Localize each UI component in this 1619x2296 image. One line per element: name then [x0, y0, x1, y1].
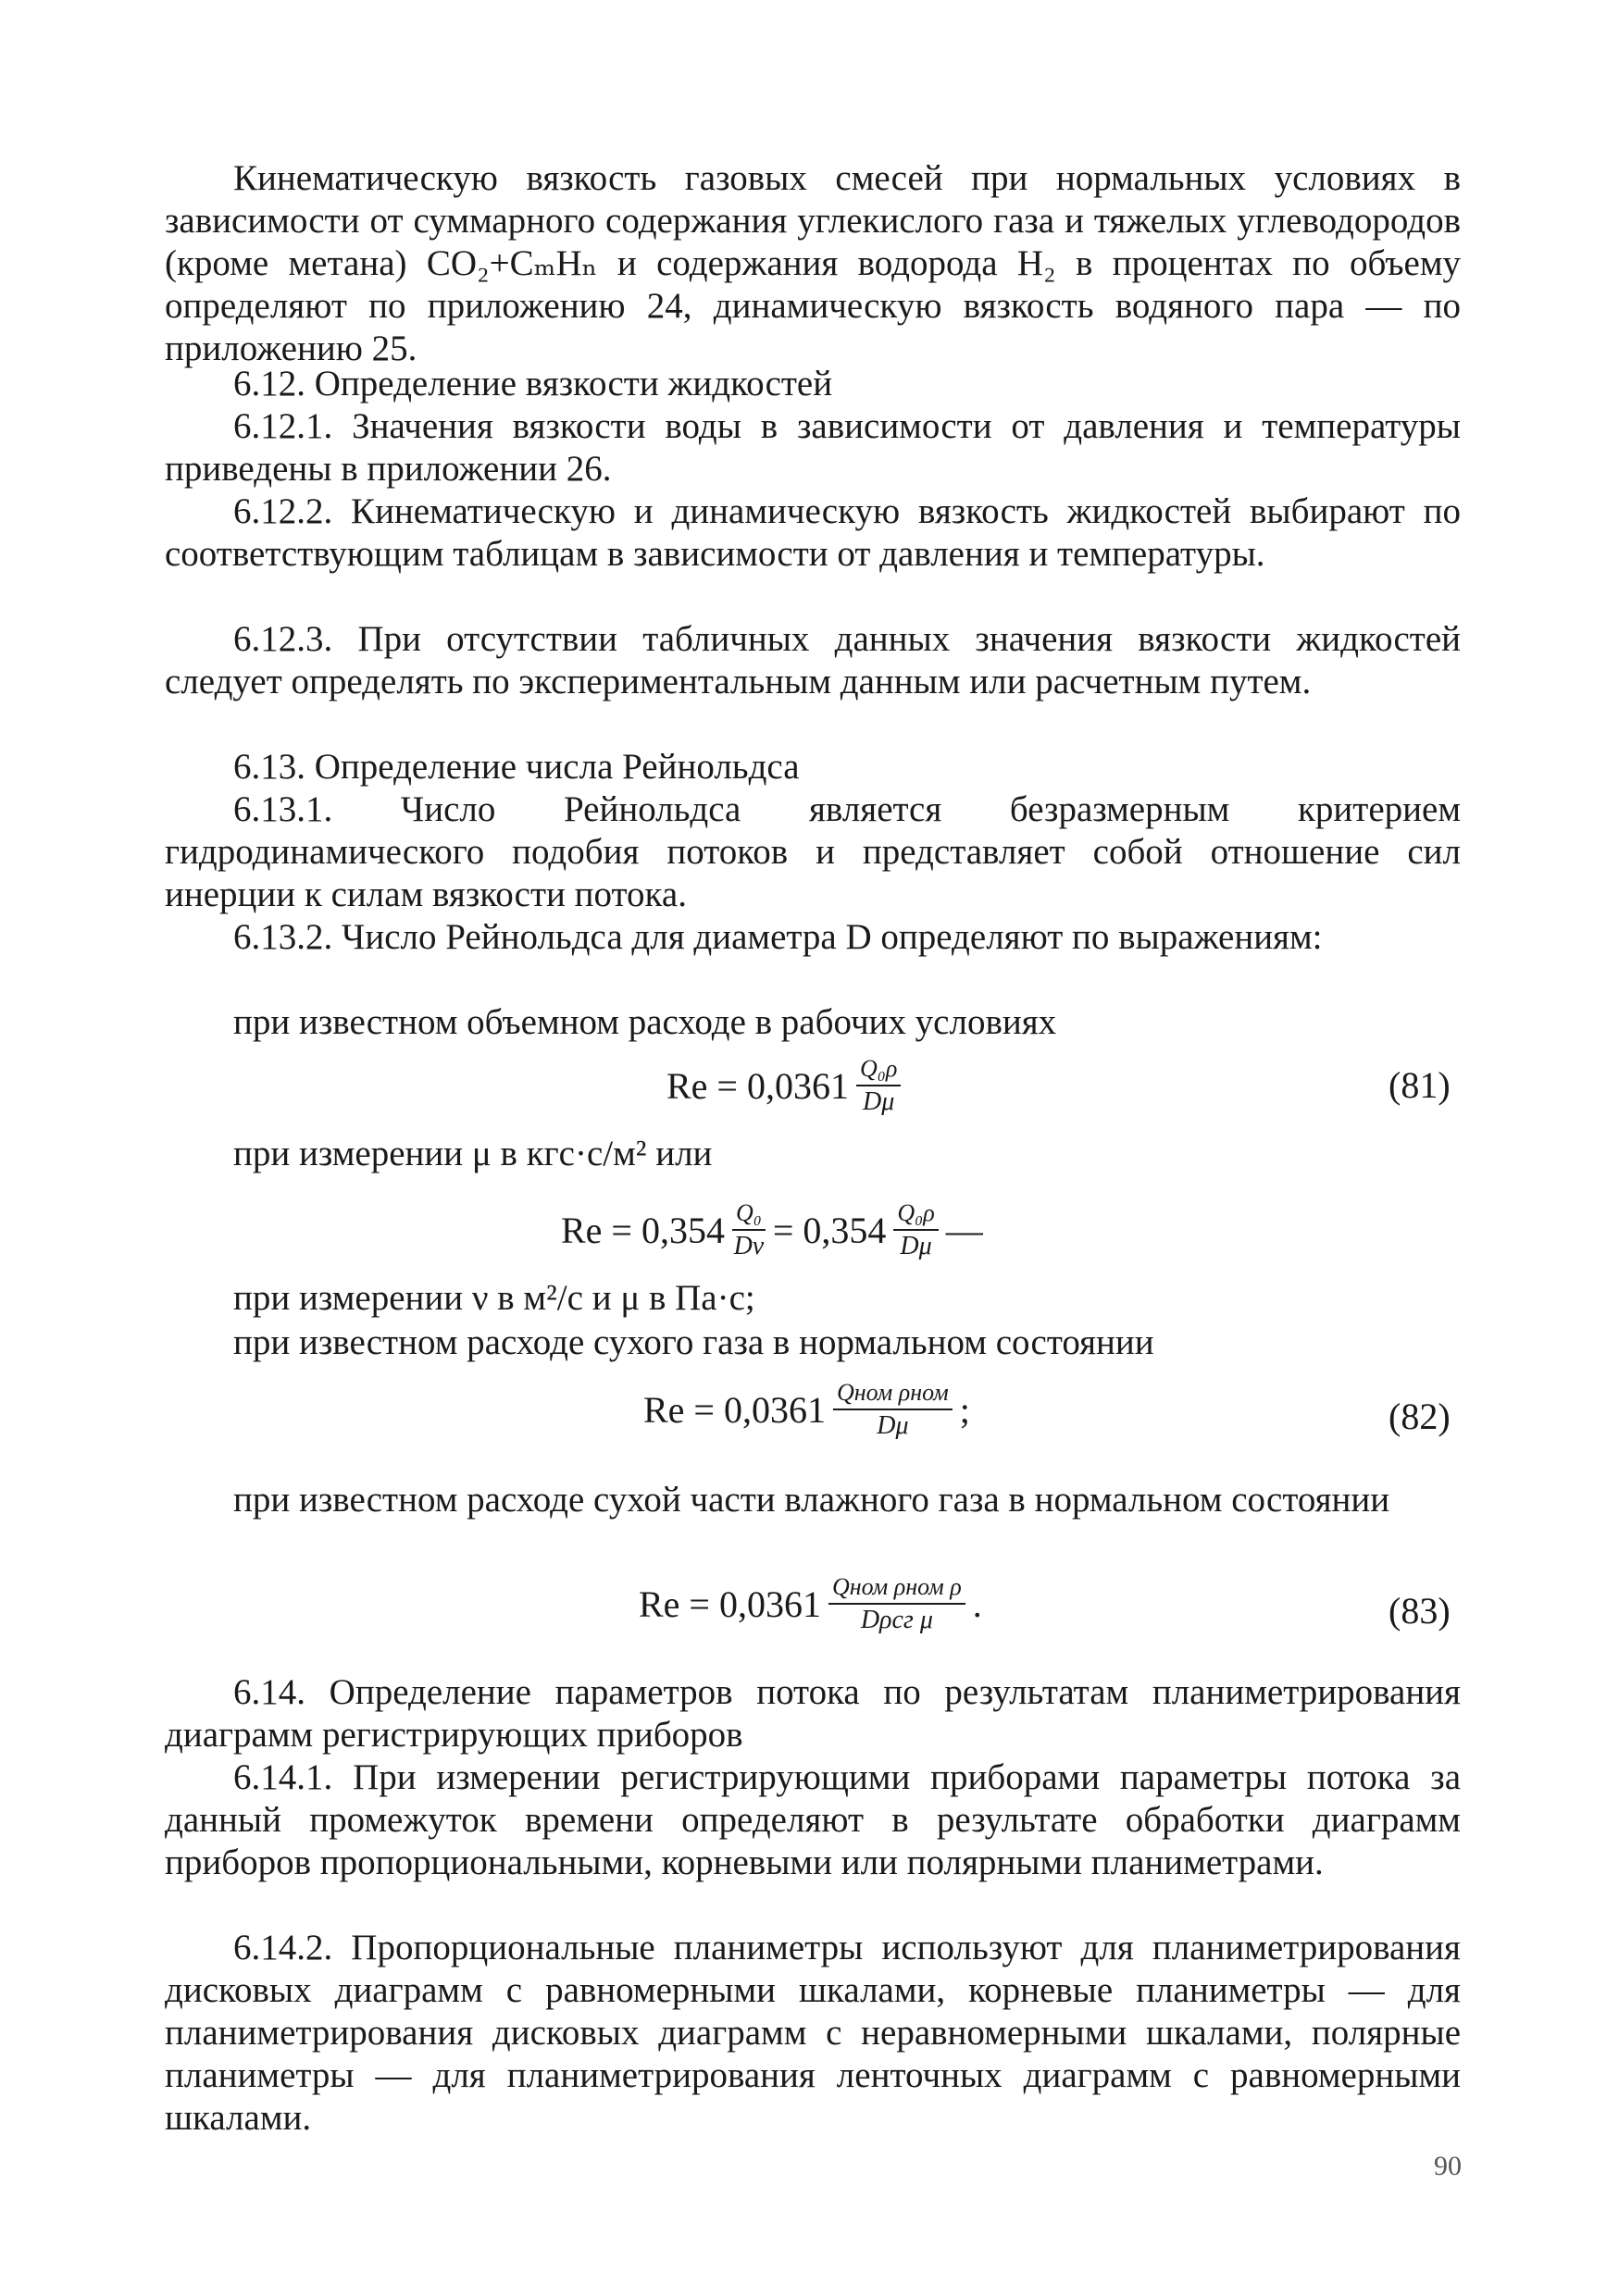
formula-83-fraction [828, 1573, 965, 1636]
formula-83 [639, 1573, 982, 1636]
paragraph-6-12-2: 6.12.2. Кинематическую и динамическую вязкость жидкостей выбирают по соответствующим таблицам в зависимости от давления и температуры. [165, 491, 1461, 574]
formula-81-alt-tail: — [945, 1210, 983, 1251]
equation-number-83: (83) [1389, 1590, 1451, 1632]
paragraph-gas-viscosity: Кинематическую вязкость газовых смесей при нормальных условиях в зависимости от суммарного содержания углекислого газа и тяжелых углеводородов (кроме метана) CO₂+CₘHₙ и содержания водорода H₂ в процентах по объему определяют по приложению 24, динамическую вязкость водяного пара — по приложению 25. [165, 158, 1461, 368]
formula-82-lhs: Re = 0,0361 [643, 1389, 826, 1431]
formula-82-tail: ; [959, 1389, 970, 1431]
formula-83-denominator: Dρсг μ [860, 1606, 933, 1634]
formula-81-alt [561, 1199, 983, 1262]
formula-83-tail: . [972, 1583, 982, 1625]
formula-81-fraction [856, 1055, 901, 1118]
paragraph-6-14-2: 6.14.2. Пропорциональные планиметры используют для планиметрирования дисковых диаграмм с равномерными шкалами, корневые планиметры — для планиметрирования дисковых диаграмм с неравномерными шкалами, полярные планиметры — для планиметрирования ленточных диаграмм с равномерными шкалами. [165, 1928, 1461, 2138]
formula-81-numerator: Q₀ρ [856, 1055, 901, 1086]
section-heading-6-12: 6.12. Определение вязкости жидкостей [233, 364, 833, 403]
formula-82 [643, 1379, 970, 1442]
line-nu-units: при измерении ν в м²/с и μ в Па·с; [233, 1278, 755, 1318]
paragraph-6-13-2: 6.13.2. Число Рейнольдса для диаметра D определяют по выражениям: [233, 917, 1323, 957]
line-kgs-units: при измерении μ в кгс·с/м² или [233, 1134, 713, 1173]
formula-81-alt-lhs: Re = 0,354 [561, 1210, 725, 1251]
formula-83-numerator: Qном ρном ρ [828, 1573, 965, 1605]
line-volume-flow: при известном объемном расходе в рабочих условиях [233, 1002, 1057, 1042]
page-number: 90 [1434, 2151, 1462, 2181]
formula-81-alt-numerator-1: Q₀ [732, 1199, 766, 1231]
formula-81-alt-numerator-2: Q₀ρ [893, 1199, 938, 1231]
formula-81-lhs: Re = 0,0361 [666, 1065, 849, 1107]
equation-number-82: (82) [1389, 1396, 1451, 1437]
formula-81-denominator: Dμ [863, 1087, 895, 1116]
formula-81 [666, 1055, 908, 1118]
formula-81-alt-middle: = 0,354 [772, 1210, 887, 1251]
line-dry-gas: при известном расходе сухого газа в нормальном состоянии [233, 1322, 1154, 1362]
paragraph-6-12-1: 6.12.1. Значения вязкости воды в зависимости от давления и температуры приведены в приложении 26. [165, 406, 1461, 489]
formula-81-alt-denominator-2: Dμ [900, 1232, 932, 1260]
section-heading-6-14: 6.14. Определение параметров потока по результатам планиметрирования диаграмм регистрирующих приборов [165, 1672, 1461, 1755]
formula-83-lhs: Re = 0,0361 [639, 1583, 821, 1625]
formula-81-alt-fraction-2 [893, 1199, 938, 1262]
formula-81-alt-fraction-1 [732, 1199, 766, 1262]
paragraph-6-13-1: 6.13.1. Число Рейнольдса является безразмерным критерием гидродинамического подобия потоков и представляет собой отношение сил инерции к силам вязкости потока. [165, 789, 1461, 914]
line-wet-gas: при известном расходе сухой части влажного газа в нормальном состоянии [233, 1480, 1390, 1520]
paragraph-6-14-1: 6.14.1. При измерении регистрирующими приборами параметры потока за данный промежуток времени определяют в результате обработки диаграмм приборов пропорциональными, корневыми или полярными планиметрами. [165, 1757, 1461, 1882]
formula-81-alt-denominator-1: Dν [733, 1232, 765, 1260]
formula-82-fraction [833, 1379, 953, 1442]
formula-82-numerator: Qном ρном [833, 1379, 953, 1410]
formula-82-denominator: Dμ [877, 1411, 909, 1440]
section-heading-6-13: 6.13. Определение числа Рейнольдса [233, 747, 800, 787]
paragraph-6-12-3: 6.12.3. При отсутствии табличных данных значения вязкости жидкостей следует определять по экспериментальным данным или расчетным путем. [165, 619, 1461, 701]
equation-number-81: (81) [1389, 1064, 1451, 1106]
